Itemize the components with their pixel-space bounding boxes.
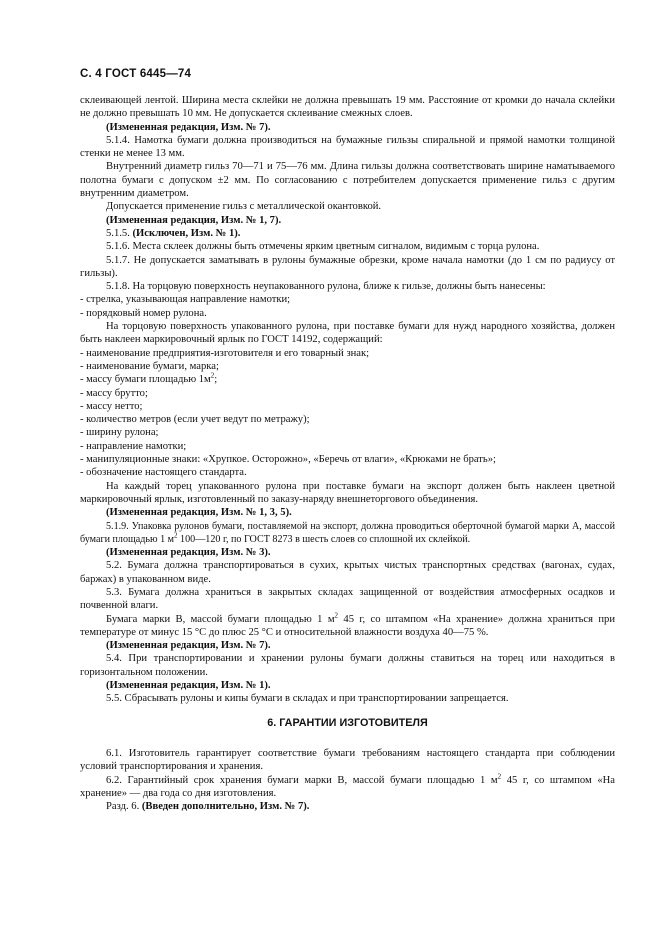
- amendment-note: (Измененная редакция, Изм. № 1).: [106, 680, 271, 692]
- clause-text: 6.2. Гарантийный срок хранения бумаги марки В, массой бумаги площадью 1 м: [106, 774, 498, 786]
- paragraph: склеивающей лентой. Ширина места склейки не должна превышать 19 мм. Расстояние от кромки до начала склейки не должно превышать 10 мм. Не допускается склеивание смежных слоев.: [80, 95, 615, 120]
- clause-5-3: 5.3. Бумага должна храниться в закрытых складах защищенной от воздействия атмосферных осадков и почвенной влаги.: [80, 586, 615, 612]
- paragraph: На торцовую поверхность упакованного рулона, при поставке бумаги для нужд народного хозяйства, должен быть наклеен маркировочный ярлык по ГОСТ 14192, содержащий:: [80, 321, 615, 346]
- paragraph-text: 45 г, со штампом «На хранение» должна храниться при температуре от минус 15 °С до плюс 25 °С и относительной влажности воздуха 40—75 %.: [80, 613, 615, 638]
- list-item: - ширину рулона;: [80, 427, 159, 439]
- clause-5-5: 5.5. Сбрасывать рулоны и кипы бумаги в складах и при транспортировании запрещается.: [106, 693, 509, 705]
- clause-text: 45 г, со штампом «На хранение» — два года со дня изготовления.: [80, 774, 615, 799]
- list-item-text: - массу бумаги площадью 1м: [80, 374, 211, 386]
- superscript: 2: [334, 611, 339, 620]
- list-item: - обозначение настоящего стандарта.: [80, 467, 247, 479]
- section-ref: Разд. 6.: [106, 801, 140, 813]
- amendment-note: (Введен дополнительно, Изм. № 7).: [141, 801, 310, 813]
- list-item: - стрелка, указывающая направление намотки;: [80, 294, 291, 306]
- amendment-note: (Измененная редакция, Изм. № 1, 7).: [106, 214, 282, 226]
- clause-5-1-5: [80, 227, 615, 240]
- list-item: - количество метров (если учет ведут по метражу);: [80, 414, 310, 426]
- list-item: [80, 373, 615, 386]
- list-item: - направление намотки;: [80, 440, 187, 452]
- list-item: - массу нетто;: [80, 400, 143, 412]
- list-item: - порядковый номер рулона.: [80, 307, 207, 319]
- section-title: 6. ГАРАНТИИ ИЗГОТОВИТЕЛЯ: [267, 716, 428, 729]
- superscript: 2: [497, 772, 502, 781]
- amendment-note: (Измененная редакция, Изм. № 7).: [106, 121, 271, 133]
- clause-6-2: [80, 774, 615, 801]
- clause-text: 100—120 г, по ГОСТ 8273 в шесть слоев со сплошной их склейкой.: [177, 533, 471, 545]
- clause-5-1-9: [80, 520, 615, 547]
- clause-6-1: 6.1. Изготовитель гарантирует соответствие бумаги требованиям настоящего стандарта при соблюдении условий транспортирования и хранения.: [80, 747, 615, 773]
- superscript: 2: [210, 371, 215, 380]
- clause-5-2: 5.2. Бумага должна транспортироваться в сухих, крытых чистых транспортных средствах (вагонах, судах, баржах) в упакованном виде.: [80, 560, 615, 585]
- amendment-note: (Измененная редакция, Изм. № 3).: [106, 547, 271, 559]
- list-item-text: ;: [214, 374, 218, 386]
- list-item: - массу брутто;: [80, 387, 148, 399]
- list-item: - наименование предприятия-изготовителя и его товарный знак;: [80, 347, 370, 359]
- paragraph: Внутренний диаметр гильз 70—71 и 75—76 мм. Длина гильзы должна соответствовать ширине наматываемого полотна бумаги с допуском ±2 мм. По согласованию с потребителем допускается применение гильз с другим внутренним диаметром.: [80, 161, 615, 200]
- clause-5-4: 5.4. При транспортировании и хранении рулоны бумаги должны ставиться на торец или находиться в горизонтальном положении.: [80, 653, 615, 678]
- paragraph: Допускается применение гильз с металлической окантовкой.: [106, 201, 382, 213]
- clause-5-1-6: 5.1.6. Места склеек должны быть отмечены ярким цветным сигналом, видимым с торца рулона.: [106, 241, 540, 253]
- clause-5-1-4: 5.1.4. Намотка бумаги должна производиться на бумажные гильзы спиральной и прямой намотки толщиной стенки не менее 13 мм.: [80, 134, 615, 160]
- paragraph: [80, 613, 615, 640]
- paragraph-text: Бумага марки В, массой бумаги площадью 1 м: [106, 613, 335, 625]
- amendment-note: (Измененная редакция, Изм. № 7).: [106, 640, 271, 652]
- paragraph: На каждый торец упакованного рулона при поставке бумаги на экспорт должен быть наклеен цветной маркировочный ярлык, изготовленный по заказу-наряду внешнеторгового объединения.: [80, 480, 615, 505]
- amendment-note: (Исключен, Изм. № 1).: [132, 227, 241, 239]
- clause-number: 5.1.5.: [106, 227, 130, 239]
- list-item: - наименование бумаги, марка;: [80, 360, 219, 372]
- clause-5-1-7: 5.1.7. Не допускается заматывать в рулоны бумажные обрезки, кроме начала намотки (до 1 см по радиусу от гильзы).: [80, 254, 615, 279]
- list-item: - манипуляционные знаки: «Хрупкое. Осторожно», «Беречь от влаги», «Крюками не брать»;: [80, 454, 497, 466]
- section-note: [80, 800, 615, 813]
- amendment-note: (Измененная редакция, Изм. № 1, 3, 5).: [106, 507, 292, 519]
- clause-5-1-8: 5.1.8. На торцовую поверхность неупакованного рулона, ближе к гильзе, должны быть нанесены:: [106, 281, 546, 293]
- document-body: [80, 94, 615, 813]
- page-header: С. 4 ГОСТ 6445—74: [80, 68, 192, 80]
- clause-text: 5.1.9. Упаковка рулонов бумаги, поставляемой на экспорт, должна проводиться оберточной бумагой марки А, массой бумаги площадью 1 м: [80, 520, 615, 545]
- superscript: 2: [174, 531, 178, 540]
